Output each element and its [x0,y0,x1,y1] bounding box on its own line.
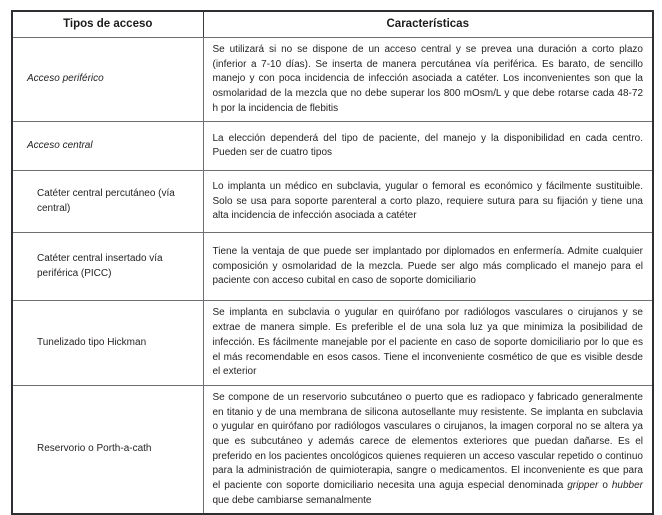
row-type-label-hickman: Tunelizado tipo Hickman [12,301,203,385]
table-row [12,233,653,301]
access-types-table-container [11,10,652,515]
access-types-table [11,10,654,515]
row-type-label-percutaneous: Catéter central percutáneo (vía central) [12,171,203,233]
column-header-type: Tipos de acceso [12,11,203,38]
table-body [12,38,653,515]
description-segment-mid: o [598,480,612,491]
table-row [12,301,653,385]
row-description-picc: Tiene la ventaja de que puede ser implantado por diplomados en enfermería. Admite cualquier composición y osmolaridad de la mezcla. Puede ser algo más complicado el manejo para el paciente con acceso cubital en caso de soporte domiciliario [203,233,653,301]
row-description-port [203,385,653,514]
table-row [12,385,653,514]
row-type-label-port: Reservorio o Porth-a-cath [12,385,203,514]
row-description-hickman: Se implanta en subclavia o yugular en quirófano por radiólogos vasculares o cirujanos y se extrae de manera simple. Es preferible el de una sola luz ya que minimiza la posibilidad de infección. Es fácilmente manejable por el paciente en caso de soporte domiciliario por lo que es el más recomendable en esos casos. Tiene el inconveniente cosmético de que es visible desde el exterior [203,301,653,385]
term-gripper: gripper [567,480,599,491]
column-header-characteristics: Características [203,11,653,38]
row-description-percutaneous: Lo implanta un médico en subclavia, yugular o femoral es económico y fácilmente sustituible. Solo se usa para soporte parenteral a corto plazo, requiere sutura para su fijación y tiene una alta incidencia de infección asociada a catéter [203,171,653,233]
table-row [12,38,653,122]
type-label-text: Acceso periférico [27,73,104,85]
row-type-label-peripheral [12,38,203,122]
row-type-label-central [12,122,203,171]
table-row [12,171,653,233]
row-type-label-picc: Catéter central insertado vía periférica (PICC) [12,233,203,301]
description-segment-1: Se compone de un reservorio subcutáneo o puerto que es radiopaco y fabricado generalmente en titanio y de una membrana de silicona autosellante muy resistente. Se implanta en subclavia o yugular en quirófano por radiólogos vasculares o cirujanos, la imagen corporal no se altera ya que es subcutáneo y además carece de elementos exteriores que puedan dañarse. Es el preferido en los pacientes oncológicos quienes requieren un acceso vascular repetido o continuo para la administración de quimioterapia, sangre o medicamentos. El inconveniente es que para el paciente con soporte domiciliario necesita una aguja especial denominada [212,391,643,491]
term-hubber: hubber [611,480,643,491]
table-header-row [12,11,653,38]
table-header [12,11,653,38]
row-description-central: La elección dependerá del tipo de paciente, del manejo y la disponibilidad en cada centro. Pueden ser de cuatro tipos [203,122,653,171]
description-segment-2: que debe cambiarse semanalmente [212,494,372,506]
row-description-peripheral: Se utilizará si no se dispone de un acceso central y se prevea una duración a corto plazo (inferior a 7-10 días). Se inserta de manera percutánea vía periférica. Es barato, de sencillo manejo y con poca incidencia de infección asociada a catéter. Los inconvenientes son que la osmolaridad de la mezcla que no debe superar los 800 mOsm/L y que debe rotarse cada 48-72 h por la incidencia de flebitis [203,38,653,122]
table-row [12,122,653,171]
type-label-text: Acceso central [27,140,93,152]
